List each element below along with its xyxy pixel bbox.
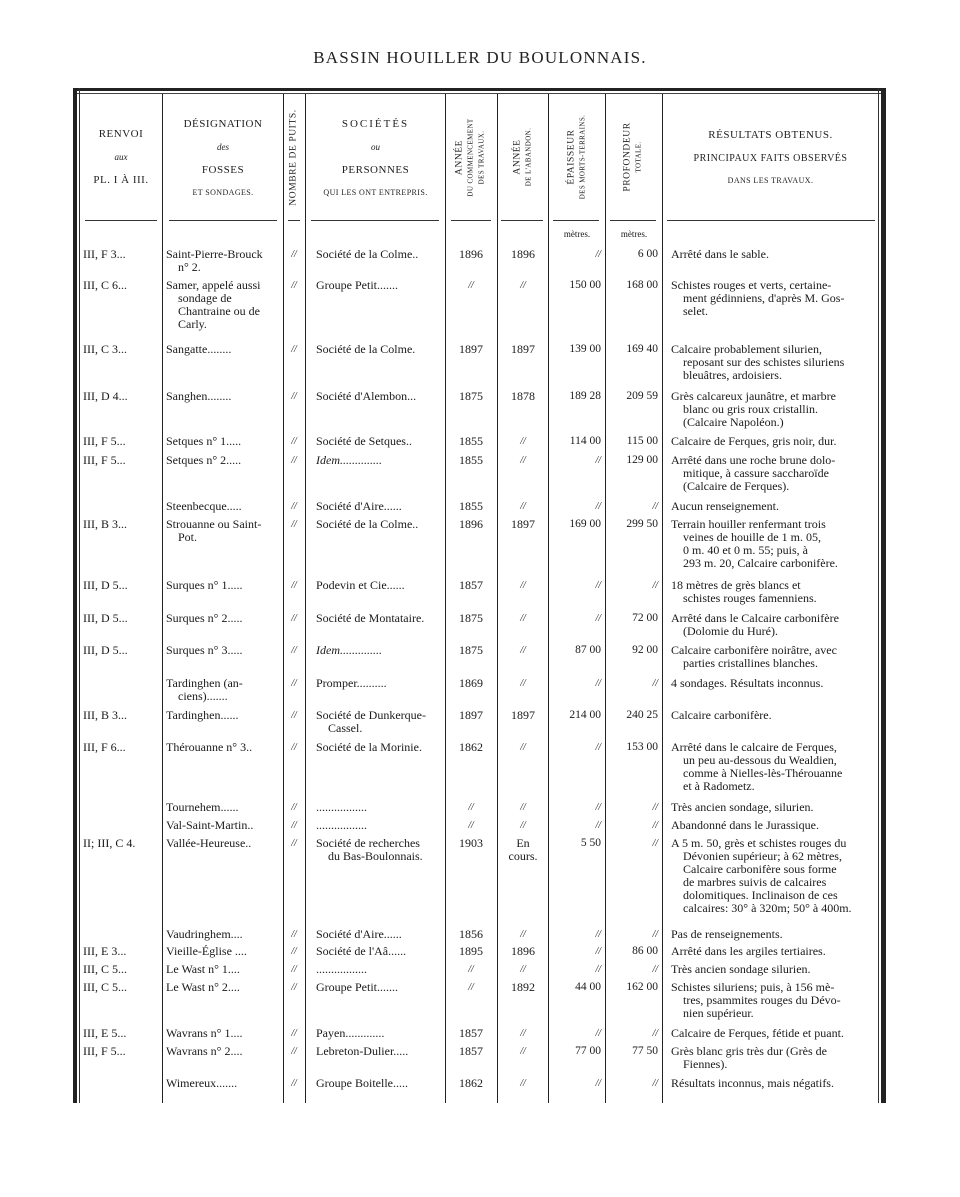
nombre-cell: // [291,1046,297,1057]
nombre-cell: // [291,838,297,849]
renvoi-cell: III, B 3... [83,708,127,722]
designation-cell: Vallée-Heureuse.. [166,836,252,850]
designation-cell: Sanghen........ [166,389,232,403]
societe-cell: Idem.............. [316,453,382,467]
profondeur-cell: 209 59 [626,390,658,402]
designation-cell: Strouanne ou Saint- Pot. [166,517,262,544]
annee-abandon-cell: // [520,501,526,512]
annee-debut-cell: // [468,820,474,831]
societe-cell: Société de la Morinie. [316,740,422,754]
top-rule-thin [73,93,886,94]
profondeur-cell: // [652,802,658,813]
societe-cell: Société de la Colme. [316,342,416,356]
header-text: FOSSES [201,163,245,176]
header-rule [501,220,543,221]
header-societes [306,96,445,218]
renvoi-cell: III, F 5... [83,453,126,467]
nombre-cell: // [291,1078,297,1089]
header-text: ANNÉE [455,139,466,175]
renvoi-cell: III, E 3... [83,944,127,958]
profondeur-cell: 77 50 [632,1045,658,1057]
designation-cell: Le Wast n° 2.... [166,980,240,994]
header-text: DU COMMENCEMENT [467,117,476,197]
annee-abandon-cell: // [520,802,526,813]
resultat-cell: Aucun renseignement. [671,499,779,513]
profondeur-cell: 169 40 [626,343,658,355]
profondeur-cell: // [652,501,658,512]
annee-abandon-cell: // [520,613,526,624]
col-divider [162,94,163,1103]
annee-abandon-cell: 1896 [511,944,535,958]
header-nombre [284,96,305,218]
header-text: DES MORTS-TERRAINS. [578,114,587,200]
header-rule [553,220,599,221]
societe-cell: Société d'Aire...... [316,499,402,513]
resultat-cell: Très ancien sondage, silurien. [671,800,814,814]
header-text: ÉPAISSEUR [566,129,577,185]
table-frame [73,88,886,1103]
annee-abandon-cell: // [520,280,526,291]
epaisseur-cell: // [595,501,601,512]
designation-cell: Surques n° 1..... [166,578,243,592]
header-text: PROFONDEUR [623,122,634,192]
resultat-cell: Schistes siluriens; puis, à 156 mè- tres, psammites rouges du Dévo- nien supérieur. [671,980,841,1020]
annee-abandon-cell: // [520,436,526,447]
header-text: DÉSIGNATION [183,117,263,130]
epaisseur-cell: 87 00 [575,644,601,656]
profondeur-cell: 162 00 [626,981,658,993]
header-text: ET SONDAGES. [192,187,254,197]
annee-abandon-cell: // [520,1078,526,1089]
header-text: QUI LES ONT ENTREPRIS. [323,187,428,197]
renvoi-cell: III, D 5... [83,643,128,657]
profondeur-cell: // [652,964,658,975]
designation-cell: Le Wast n° 1.... [166,962,240,976]
unit-profondeur: mètres. [620,229,648,239]
annee-abandon-cell: // [520,1046,526,1057]
right-border [881,88,886,1103]
societe-cell: Société de la Colme.. [316,517,419,531]
designation-cell: Samer, appelé aussi sondage de Chantraine ou de Carly. [166,278,261,331]
annee-abandon-cell: // [520,964,526,975]
annee-abandon-cell: // [520,929,526,940]
annee-abandon-cell: 1878 [511,389,535,403]
nombre-cell: // [291,436,297,447]
header-text: DANS LES TRAVAUX. [727,176,814,185]
nombre-cell: // [291,613,297,624]
resultat-cell: Grès blanc gris très dur (Grès de Fiennes). [671,1044,827,1071]
epaisseur-cell: // [595,678,601,689]
resultat-cell: Schistes rouges et verts, certaine- ment gédinniens, d'après M. Gos- selet. [671,278,845,318]
renvoi-cell: III, D 5... [83,578,128,592]
designation-cell: Val-Saint-Martin.. [166,818,254,832]
societe-cell: ................. [316,818,367,832]
profondeur-cell: // [652,838,658,849]
profondeur-cell: // [652,929,658,940]
annee-debut-cell: 1896 [459,247,483,261]
designation-cell: Tardinghen...... [166,708,239,722]
annee-abandon-cell: // [520,742,526,753]
nombre-cell: // [291,391,297,402]
nombre-cell: // [291,249,297,260]
annee-abandon-cell: En cours. [508,836,538,863]
societe-cell: Groupe Petit....... [316,980,398,994]
renvoi-cell: II; III, C 4. [83,836,136,850]
epaisseur-cell: 77 00 [575,1045,601,1057]
resultat-cell: A 5 m. 50, grès et schistes rouges du Dévonien supérieur; à 62 mètres, Calcaire carbonifère sous forme de marbres suivis de calcaires dolomitiques. Inclinaison de ces calcaires: 30° à 320m; 50° à 400m. [671,836,852,915]
designation-cell: Thérouanne n° 3.. [166,740,253,754]
epaisseur-cell: 150 00 [569,279,601,291]
top-rule [73,88,886,91]
epaisseur-cell: // [595,820,601,831]
header-rule [667,220,875,221]
unit-epaisseur: mètres. [563,229,591,239]
societe-cell: Société de l'Aâ...... [316,944,407,958]
header-text: PERSONNES [341,163,410,176]
header-rule [311,220,439,221]
designation-cell: Wimereux....... [166,1076,238,1090]
societe-cell: Société d'Alembon... [316,389,417,403]
profondeur-cell: // [652,1028,658,1039]
nombre-cell: // [291,455,297,466]
resultat-cell: Arrêté dans le sable. [671,247,769,261]
renvoi-cell: III, E 5... [83,1026,127,1040]
profondeur-cell: 115 00 [626,435,658,447]
annee-abandon-cell: // [520,820,526,831]
left-border-thin [79,88,80,1103]
annee-abandon-cell: 1897 [511,517,535,531]
nombre-cell: // [291,580,297,591]
annee-debut-cell: 1855 [459,453,483,467]
annee-debut-cell: 1862 [459,740,483,754]
profondeur-cell: // [652,820,658,831]
annee-debut-cell: 1856 [459,927,483,941]
annee-debut-cell: // [468,280,474,291]
annee-debut-cell: 1897 [459,342,483,356]
col-divider [662,94,663,1103]
header-resultats [663,96,878,218]
renvoi-cell: III, D 5... [83,611,128,625]
resultat-cell: Arrêté dans le Calcaire carbonifère (Dolomie du Huré). [671,611,839,638]
header-text: RÉSULTATS OBTENUS. [708,129,833,141]
nombre-cell: // [291,802,297,813]
epaisseur-cell: // [595,964,601,975]
nombre-cell: // [291,645,297,656]
designation-cell: Saint-Pierre-Brouck n° 2. [166,247,263,274]
nombre-cell: // [291,678,297,689]
annee-abandon-cell: // [520,580,526,591]
header-text: RENVOI [98,128,144,140]
resultat-cell: 4 sondages. Résultats inconnus. [671,676,824,690]
societe-cell: Podevin et Cie...... [316,578,405,592]
header-text: PRINCIPAUX FAITS OBSERVÉS [693,153,848,164]
renvoi-cell: III, F 5... [83,1044,126,1058]
resultat-cell: Pas de renseignements. [671,927,783,941]
annee-debut-cell: 1857 [459,1044,483,1058]
annee-debut-cell: // [468,982,474,993]
resultat-cell: Arrêté dans les argiles tertiaires. [671,944,826,958]
header-text: TOTALE. [635,141,644,173]
renvoi-cell: III, F 5... [83,434,126,448]
societe-cell: Société de Montataire. [316,611,425,625]
annee-debut-cell: 1869 [459,676,483,690]
nombre-cell: // [291,519,297,530]
nombre-cell: // [291,501,297,512]
profondeur-cell: 168 00 [626,279,658,291]
renvoi-cell: III, C 5... [83,980,127,994]
right-border-thin [878,88,879,1103]
annee-debut-cell: 1875 [459,389,483,403]
profondeur-cell: 92 00 [632,644,658,656]
renvoi-cell: III, C 3... [83,342,127,356]
header-text: PL. I À III. [93,174,149,186]
page-title: BASSIN HOUILLER DU BOULONNAIS. [313,48,647,67]
renvoi-cell: III, F 3... [83,247,126,261]
epaisseur-cell: // [595,946,601,957]
annee-abandon-cell: // [520,678,526,689]
societe-cell: ................. [316,962,367,976]
societe-cell: Société de Setques.. [316,434,412,448]
resultat-cell: Résultats inconnus, mais négatifs. [671,1076,834,1090]
resultat-cell: Calcaire de Ferques, gris noir, dur. [671,434,837,448]
annee-debut-cell: 1855 [459,499,483,513]
epaisseur-cell: 139 00 [569,343,601,355]
header-text: ou [371,141,380,152]
nombre-cell: // [291,344,297,355]
header-text: DES TRAVAUX. [478,130,487,184]
renvoi-cell: III, C 6... [83,278,127,292]
annee-debut-cell: 1875 [459,611,483,625]
epaisseur-cell: // [595,455,601,466]
societe-cell: Lebreton-Dulier..... [316,1044,409,1058]
epaisseur-cell: // [595,249,601,260]
nombre-cell: // [291,280,297,291]
header-rule [85,220,157,221]
left-border [73,88,77,1103]
epaisseur-cell: 189 28 [569,390,601,402]
profondeur-cell: 72 00 [632,612,658,624]
annee-debut-cell: 1875 [459,643,483,657]
designation-cell: Surques n° 2..... [166,611,243,625]
societe-cell: Société de recherches du Bas-Boulonnais. [316,836,423,863]
epaisseur-cell: 169 00 [569,518,601,530]
profondeur-cell: // [652,678,658,689]
annee-debut-cell: 1897 [459,708,483,722]
epaisseur-cell: // [595,580,601,591]
nombre-cell: // [291,982,297,993]
societe-cell: ................. [316,800,367,814]
epaisseur-cell: // [595,613,601,624]
header-annee-abandon [498,96,548,218]
profondeur-cell: 240 25 [626,709,658,721]
societe-cell: Payen............. [316,1026,385,1040]
annee-debut-cell: 1895 [459,944,483,958]
nombre-cell: // [291,964,297,975]
epaisseur-cell: // [595,1028,601,1039]
annee-abandon-cell: 1897 [511,342,535,356]
annee-debut-cell: // [468,964,474,975]
designation-cell: Tardinghen (an- ciens)....... [166,676,243,703]
annee-abandon-cell: // [520,455,526,466]
designation-cell: Steenbecque..... [166,499,242,513]
designation-cell: Setques n° 1..... [166,434,242,448]
epaisseur-cell: // [595,1078,601,1089]
societe-cell: Groupe Boitelle..... [316,1076,408,1090]
profondeur-cell: 129 00 [626,454,658,466]
header-text: des [217,141,229,152]
renvoi-cell: III, F 6... [83,740,126,754]
epaisseur-cell: // [595,929,601,940]
annee-debut-cell: 1855 [459,434,483,448]
header-text: SOCIÉTÉS [341,117,410,130]
nombre-cell: // [291,946,297,957]
col-divider [305,94,306,1103]
profondeur-cell: 153 00 [626,741,658,753]
header-rule [288,220,300,221]
societe-cell: Société de Dunkerque- Cassel. [316,708,426,735]
header-text: NOMBRE DE PUITS. [289,108,299,206]
header-designation [163,96,283,218]
renvoi-cell: III, D 4... [83,389,128,403]
header-profondeur [606,96,662,218]
header-epaisseur [549,96,605,218]
profondeur-cell: 86 00 [632,945,658,957]
designation-cell: Sangatte........ [166,342,232,356]
header-text: ANNÉE [512,139,523,175]
societe-cell: Société d'Aire...... [316,927,402,941]
profondeur-cell: // [652,1078,658,1089]
resultat-cell: Terrain houiller renfermant trois veines de houille de 1 m. 05, 0 m. 40 et 0 m. 55; puis, à 293 m. 20, Calcaire carbonifère. [671,517,838,570]
header-text: DE L'ABANDON. [524,127,533,187]
profondeur-cell: 299 50 [626,518,658,530]
resultat-cell: Arrêté dans une roche brune dolo- mitique, à cassure saccharoïde (Calcaire de Ferques). [671,453,836,493]
resultat-cell: Calcaire probablement silurien, reposant sur des schistes siluriens bleuâtres, ardoisiers. [671,342,845,382]
nombre-cell: // [291,820,297,831]
renvoi-cell: III, C 5... [83,962,127,976]
designation-cell: Surques n° 3..... [166,643,243,657]
nombre-cell: // [291,710,297,721]
annee-debut-cell: 1862 [459,1076,483,1090]
resultat-cell: Calcaire carbonifère. [671,708,772,722]
annee-debut-cell: // [468,802,474,813]
renvoi-cell: III, B 3... [83,517,127,531]
annee-debut-cell: 1903 [459,836,483,850]
resultat-cell: Calcaire de Ferques, fétide et puant. [671,1026,844,1040]
nombre-cell: // [291,1028,297,1039]
annee-debut-cell: 1896 [459,517,483,531]
resultat-cell: Abandonné dans le Jurassique. [671,818,819,832]
epaisseur-cell: 214 00 [569,709,601,721]
header-renvoi [80,96,162,218]
societe-cell: Promper.......... [316,676,387,690]
annee-abandon-cell: 1892 [511,980,535,994]
resultat-cell: 18 mètres de grès blancs et schistes rouges famenniens. [671,578,817,605]
nombre-cell: // [291,742,297,753]
annee-abandon-cell: 1897 [511,708,535,722]
designation-cell: Tournehem...... [166,800,239,814]
societe-cell: Société de la Colme.. [316,247,419,261]
societe-cell: Idem.............. [316,643,382,657]
designation-cell: Vieille-Église .... [166,944,247,958]
societe-cell: Groupe Petit....... [316,278,398,292]
header-annee-debut [446,96,497,218]
nombre-cell: // [291,929,297,940]
annee-debut-cell: 1857 [459,1026,483,1040]
annee-abandon-cell: 1896 [511,247,535,261]
resultat-cell: Très ancien sondage silurien. [671,962,811,976]
designation-cell: Vaudringhem.... [166,927,243,941]
designation-cell: Wavrans n° 1.... [166,1026,243,1040]
epaisseur-cell: 44 00 [575,981,601,993]
designation-cell: Setques n° 2..... [166,453,242,467]
resultat-cell: Grès calcareux jaunâtre, et marbre blanc ou gris roux cristallin. (Calcaire Napoléon.) [671,389,836,429]
epaisseur-cell: 5 50 [580,837,601,849]
header-rule [169,220,277,221]
header-text: aux [114,152,128,162]
designation-cell: Wavrans n° 2.... [166,1044,243,1058]
header-rule [610,220,656,221]
profondeur-cell: 6 00 [637,248,658,260]
resultat-cell: Calcaire carbonifère noirâtre, avec parties cristallines blanches. [671,643,837,670]
epaisseur-cell: // [595,742,601,753]
profondeur-cell: // [652,580,658,591]
resultat-cell: Arrêté dans le calcaire de Ferques, un peu au-dessous du Wealdien, comme à Nielles-lès-Thérouanne et à Radometz. [671,740,843,793]
epaisseur-cell: // [595,802,601,813]
header-rule [451,220,491,221]
epaisseur-cell: 114 00 [569,435,601,447]
annee-abandon-cell: // [520,645,526,656]
annee-abandon-cell: // [520,1028,526,1039]
annee-debut-cell: 1857 [459,578,483,592]
